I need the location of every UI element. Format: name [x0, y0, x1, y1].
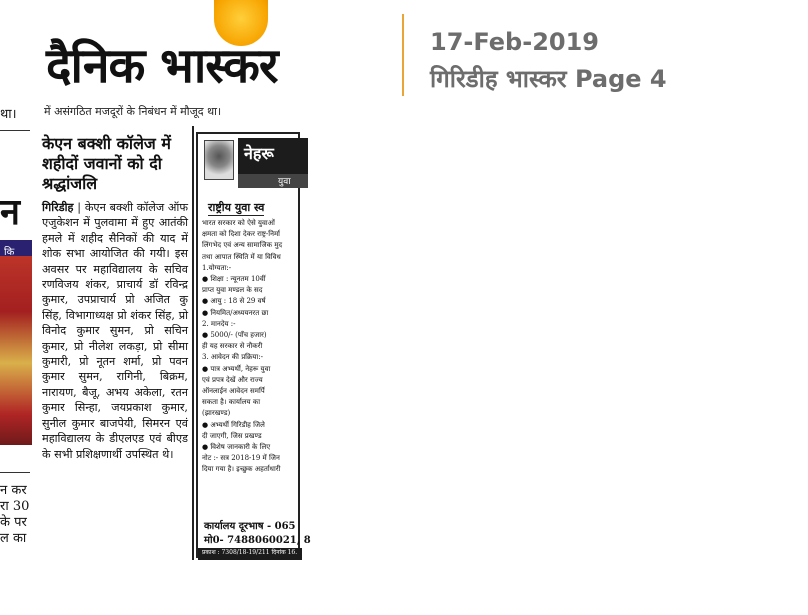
- ad-line: ● विशेष जानकारी के लिए: [202, 443, 271, 452]
- ad-footer: प्रकाश : 7308/18-19/211 दिनांक 16.: [198, 548, 302, 560]
- government-advertisement: [196, 132, 311, 558]
- edition-date: 17-Feb-2019: [430, 28, 599, 56]
- edition-page-label: गिरिडीह भास्कर Page 4: [430, 65, 667, 93]
- ad-line: 1.योग्यता:-: [202, 263, 232, 272]
- ad-line: ऑनलाईन आवेदन समर्पि: [202, 387, 265, 396]
- column-rule: [0, 130, 30, 131]
- left-photo: [0, 240, 32, 445]
- ad-line: ● 5000/- (पाँच हजार): [202, 331, 267, 340]
- dainik-bhaskar-logo: [46, 0, 346, 100]
- article-text: केएन बक्शी कॉलेज ऑफ एजुकेशन में पुलवामा में हुए आतंकी हमले में शहीद सैनिकों की याद में शोक सभा आयोजित की गयी। इस अवसर पर महाविद्यालय के सचिव रणविजय शंकर, प्राचार्य डॉ रविन्द्र कुमार, उपप्राचार्य प्रो अजित कु सिंह, विभागाध्यक्ष प्रो शंकर सिंह, प्रो विनोद कुमार सुमन, प्रो सचिन कुमार, प्रो नीलेश लकड़ा, प्रो सीमा कुमारी, प्रो नूतन शर्मा, प्रो पवन कुमार सुमन, रागिनी, बिक्रम, नारायण, बैजू, अभय अकेला, रतन कुमार सिन्हा, जयप्रकाश कुमार, सुनील कुमार बाजपेयी, सिमरन एवं महाविद्यालय के डीएलएड एवं बीएड के सभी प्रशिक्षणार्थी उपस्थित थे।: [42, 201, 188, 461]
- ad-line: दिया गया है। इच्छुक अहर्ताधारी: [202, 465, 281, 474]
- ad-line: 3. आवेदन की प्रक्रिया:-: [202, 353, 263, 362]
- news-article: [42, 134, 188, 462]
- left-photo-tag: कि: [0, 240, 32, 256]
- ad-line: ● नियमित/अध्ययनरत छा: [202, 308, 269, 317]
- ad-banner: नेहरू: [238, 138, 308, 174]
- national-emblem-icon: [204, 140, 234, 180]
- column-rule: [0, 472, 30, 473]
- ad-line: दी जाएगी, जिस प्रखण्ड: [202, 431, 262, 440]
- ad-line: ही यह सरकार से नौकरी: [202, 342, 263, 351]
- left-fragment-top: था।: [0, 107, 17, 122]
- left-fragment-heading: न: [0, 191, 20, 233]
- ad-line: ● पात्र अभ्यर्थी, नेहरू युवा: [202, 364, 271, 373]
- ad-line: नोट :- सत्र 2018-19 में जिन: [202, 454, 280, 463]
- ad-body-lines: [202, 218, 302, 476]
- ad-line: (झारखण्ड): [202, 409, 231, 418]
- left-fragment-line: ल का: [0, 531, 27, 546]
- ad-line: लिंगभेद एवं अन्य सामाजिक मुद: [202, 241, 283, 250]
- ad-office-phone: कार्यालय दूरभाष - 065: [204, 521, 296, 532]
- ad-line: एवं प्रपत्र देखें और राज्य: [202, 375, 263, 384]
- ad-line: ● अभ्यर्थी गिरिडीह जिले: [202, 420, 265, 429]
- column-rule: [192, 126, 194, 560]
- left-fragment-line: रा 30: [0, 499, 30, 514]
- logo-wordmark: दैनिक भास्कर: [46, 38, 278, 94]
- left-fragment-line: के पर: [0, 515, 27, 530]
- left-column-fragment: [0, 100, 38, 560]
- ad-line: 2. मानदेय :-: [202, 319, 236, 328]
- ad-line: तथा आपात स्थिति में या विविध: [202, 252, 281, 261]
- ad-line: क्षमता को दिशा देकर राष्ट्र-निर्मा: [202, 230, 280, 239]
- header-divider: [402, 14, 404, 96]
- cut-top-line: में असंगठित मजदूरों के निबंधन में मौजूद था।: [44, 105, 222, 118]
- ad-line: सकता है। कार्यालय का: [202, 398, 261, 407]
- article-body: गिरिडीह | केएन बक्शी कॉलेज ऑफ एजुकेशन में पुलवामा में हुए आतंकी हमले में शहीद सैनिकों की याद में शोक सभा आयोजित की गयी। इस अवसर पर महाविद्यालय के सचिव रणविजय शंकर, प्राचार्य डॉ रविन्द्र कुमार, उपप्राचार्य प्रो अजित कु सिंह, विभागाध्यक्ष प्रो शंकर सिंह, प्रो विनोद कुमार सुमन, प्रो सचिन कुमार, प्रो नीलेश लकड़ा, प्रो सीमा कुमारी, प्रो नूतन शर्मा, प्रो पवन कुमार सुमन, रागिनी, बिक्रम, नारायण, बैजू, अभय अकेला, रतन कुमार सिन्हा, जयप्रकाश कुमार, सुनील कुमार बाजपेयी, सिमरन एवं महाविद्यालय के डीएलएड एवं बीएड के सभी प्रशिक्षणार्थी उपस्थित थे।: [42, 200, 188, 461]
- ad-title: राष्ट्रीय युवा स्व: [208, 201, 265, 214]
- ad-line: ● आयु : 18 से 29 वर्ष: [202, 297, 266, 306]
- ad-mobile: मो0- 7488060021, 8: [204, 535, 311, 546]
- ad-banner-sub: युवा: [238, 174, 308, 188]
- ad-line: भारत सरकार को ऐसे युवाओं: [202, 219, 275, 227]
- ad-line: प्राप्त युवा मण्डल के सद: [202, 286, 263, 295]
- article-dateline: गिरिडीह: [42, 200, 74, 214]
- newspaper-clipping: [0, 100, 311, 560]
- article-headline: केएन बक्शी कॉलेज में शहीदों जवानों को दी श्रद्धांजलि: [42, 134, 171, 193]
- left-fragment-line: न कर: [0, 483, 27, 498]
- ad-line: ● शिक्षा : न्यूनतम 10वीं: [202, 275, 266, 284]
